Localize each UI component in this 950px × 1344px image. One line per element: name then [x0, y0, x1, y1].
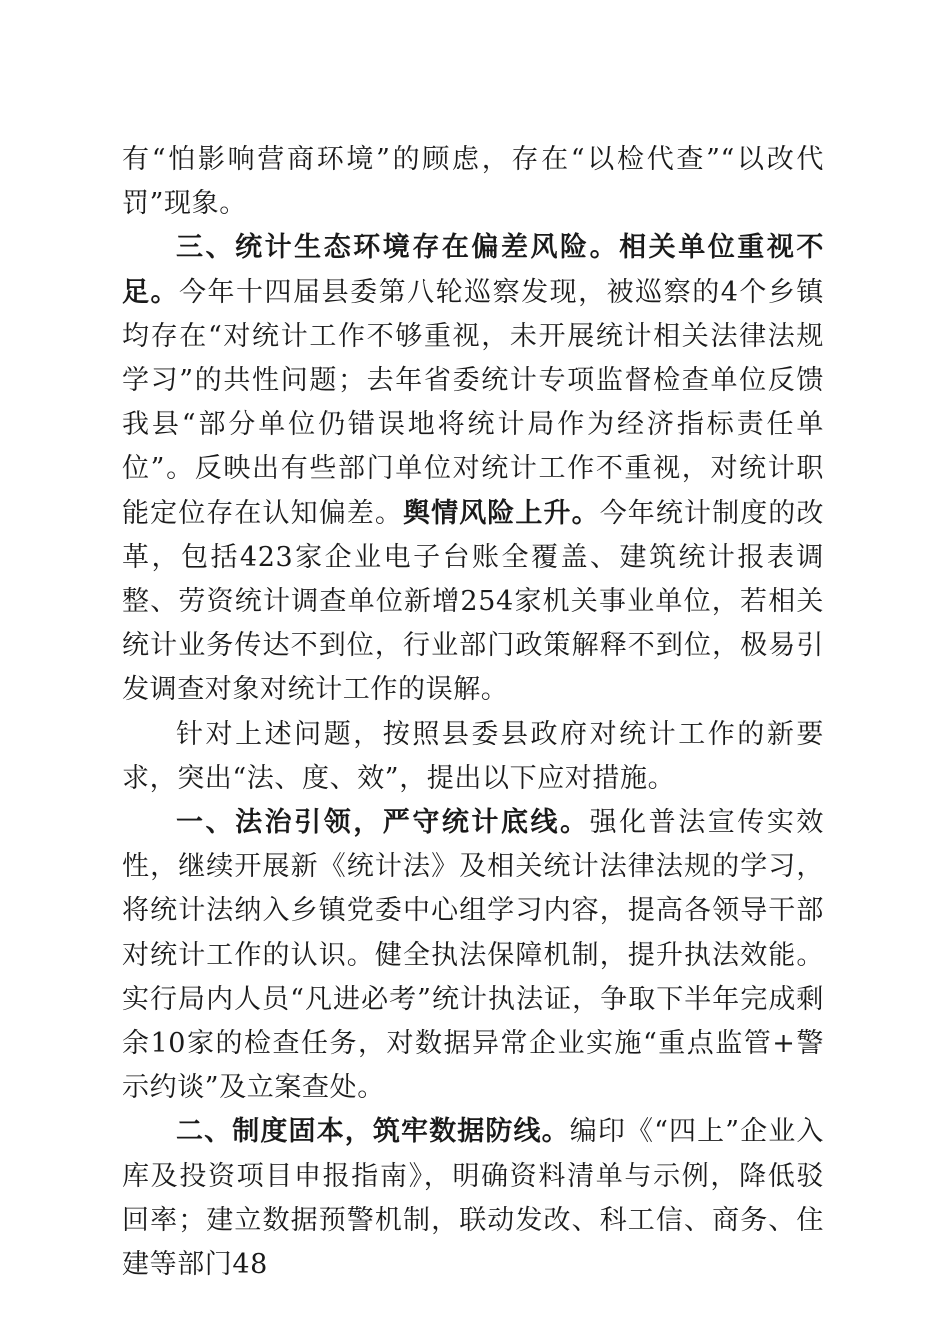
text-run: 强化普法宣传实效性，继续开展新《统计法》及相关统计法律法规的学习，将统计法纳入乡镇党委中心组学习内容，提高各领导干部对统计工作的认识。健全执法保障机制，提升执法效能。实行局内人员“凡进必考”统计执法证，争取下半年完成剩余10家的检查任务，对数据异常企业实施“重点监管+警示约谈”及立案查处。	[122, 807, 824, 1104]
paragraph-measure-one	[122, 801, 824, 1110]
text-run: 今年十四届县委第八轮巡察发现，被巡察的4个乡镇均存在“对统计工作不够重视，未开展统计相关法律法规学习”的共性问题；去年省委统计专项监督检查单位反馈我县“部分单位仍错误地将统计局作为经济指标责任单位”。反映出有些部门单位对统计工作不重视，对统计职能定位存在认知偏差。	[122, 276, 825, 529]
text-run: 今年统计制度的改革，包括423家企业电子台账全覆盖、建筑统计报表调整、劳资统计调查单位新增254家机关事业单位，若相关统计业务传达不到位，行业部门政策解释不到位，极易引发调查对象对统计工作的误解。	[122, 497, 824, 706]
text-run: 有“怕影响营商环境”的顾虑，存在“以检代查”“以改代罚”现象。	[122, 144, 824, 220]
text-run: 针对上述问题，按照县委县政府对统计工作的新要求，突出“法、度、效”，提出以下应对措施。	[122, 718, 824, 794]
section-heading: 三、统计生态环境存在偏差风险。	[176, 232, 620, 264]
subheading-public-opinion-risk: 舆情风险上升。	[403, 497, 600, 529]
paragraph-continuation	[122, 138, 824, 226]
paragraph-section-three	[122, 226, 824, 712]
section-heading: 二、制度固本，筑牢数据防线。	[176, 1116, 570, 1148]
paragraph-transition	[122, 713, 824, 801]
paragraph-measure-two	[122, 1110, 824, 1287]
document-body	[122, 138, 824, 1287]
text-run: 编印《“四上”企业入库及投资项目申报指南》，明确资料清单与示例，降低驳回率；建立数据预警机制，联动发改、科工信、商务、住建等部门48	[122, 1116, 824, 1281]
subheading-insufficient-attention: 相关单位重视不足。	[122, 232, 824, 308]
section-heading: 一、法治引领，严守统计底线。	[176, 807, 590, 839]
